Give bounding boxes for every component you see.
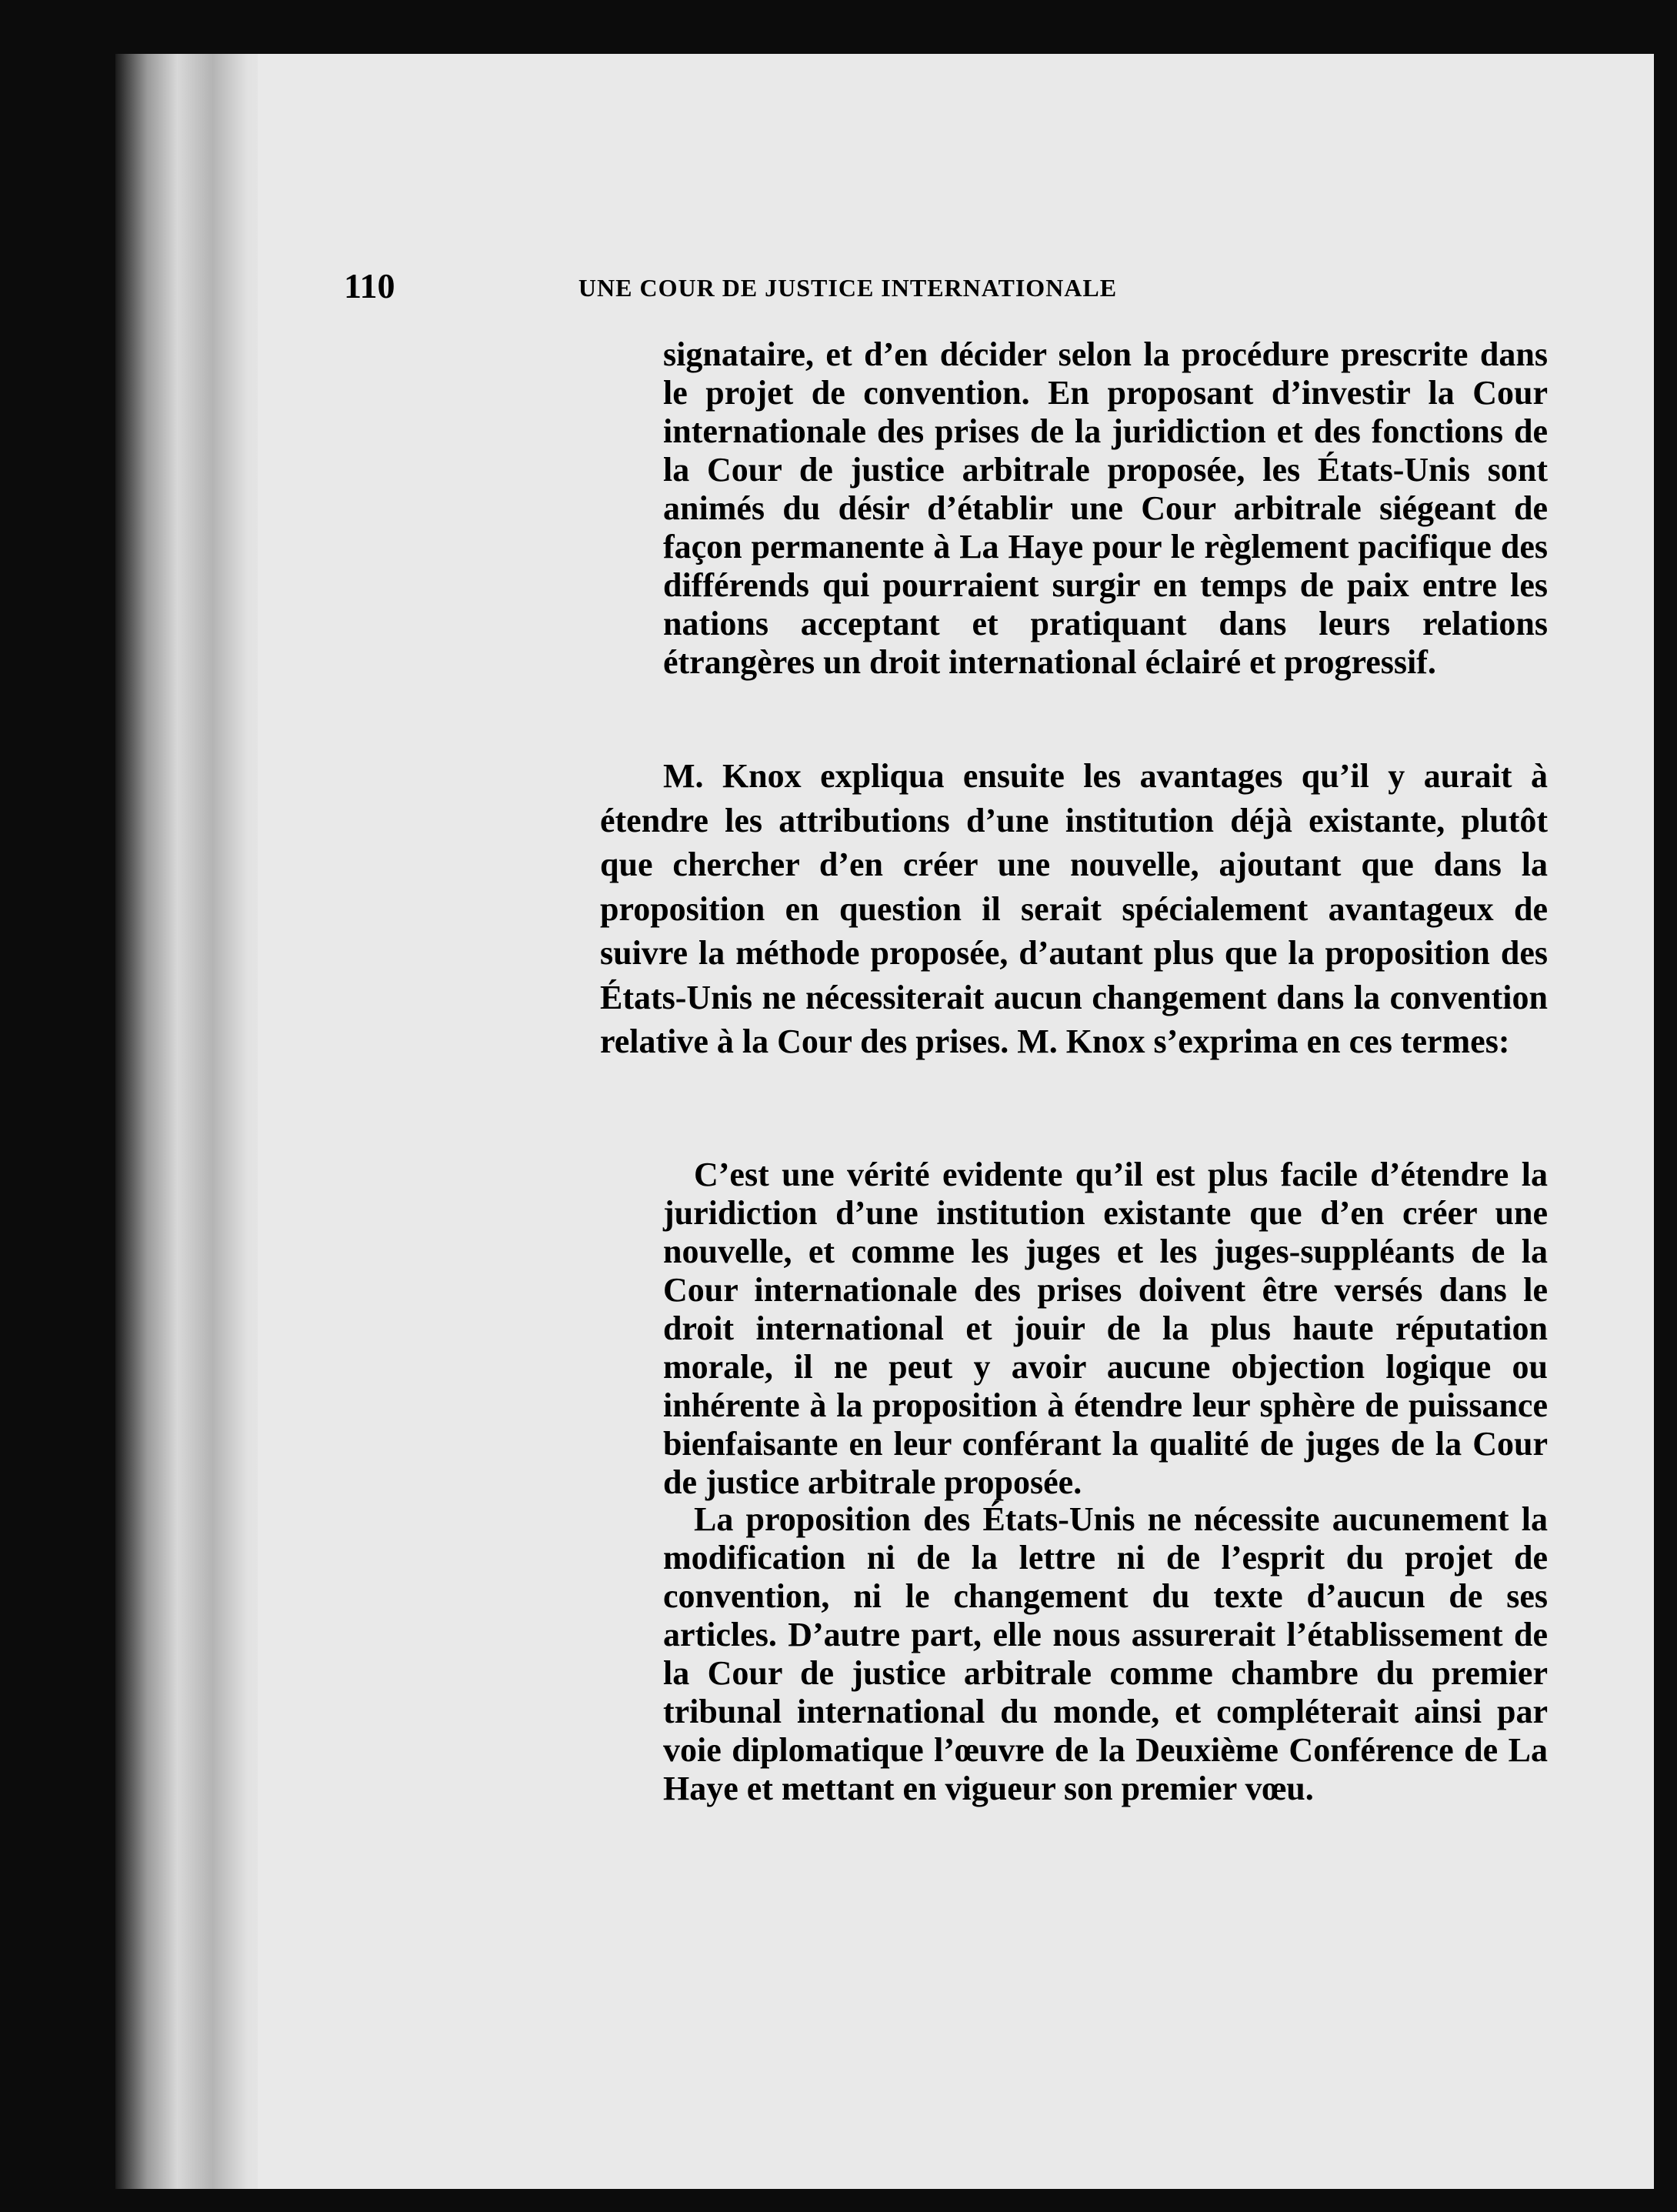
quoted-paragraph-1: C’est une vérité evidente qu’il est plus facile d’étendre la juridiction d’une institution existante que d’en créer une nouvelle, et comme les juges et les juges-suppléants de la Cour internationale des prises doivent être versés dans le droit international et jouir de la plus haute réputation morale, il ne peut y avoir aucune objection logique ou inhérente à la proposition à étendre leur sphère de puissance bienfaisante en leur conférant la qualité de juges de la Cour de justice arbitrale proposée.	[663, 1156, 1548, 1501]
quoted-paragraph-2: La proposition des États-Unis ne nécessite aucunement la modification ni de la lettre ni de l’esprit du projet de convention, ni le changement du texte d’aucun de ses articles. D’autre part, elle nous assurerait l’établissement de la Cour de justice arbitrale comme chambre du premier tribunal international du monde, et compléterait ainsi par voie diplomatique l’œuvre de la Deuxième Conférence de La Haye et mettant en vigueur son premier vœu.	[663, 1500, 1548, 1807]
paragraph-knox-explanation: M. Knox expliqua ensuite les avantages qu’il y aurait à étendre les attributions d’une institution déjà existante, plutôt que chercher d’en créer une nouvelle, ajoutant que dans la proposition en question il serait spécialement avantageux de suivre la méthode proposée, d’autant plus que la proposition des États-Unis ne nécessiterait aucun changement dans la convention relative à la Cour des prises. M. Knox s’exprima en ces termes:	[600, 757, 1548, 1060]
page-number: 110	[344, 266, 395, 305]
running-title: UNE COUR DE JUSTICE INTERNATIONALE	[578, 274, 1118, 302]
paragraph-continuation: signataire, et d’en décider selon la procédure prescrite dans le projet de convention. En proposant d’investir la Cour internationale des prises de la juridiction et des fonctions de la Cour de justice arbitrale proposée, les États-Unis sont animés du désir d’établir une Cour arbitrale siégeant de façon permanente à La Haye pour le règlement pacifique des différends qui pourraient surgir en temps de paix entre les nations acceptant et pratiquant dans leurs relations étrangères un droit international éclairé et progressif.	[663, 335, 1548, 681]
